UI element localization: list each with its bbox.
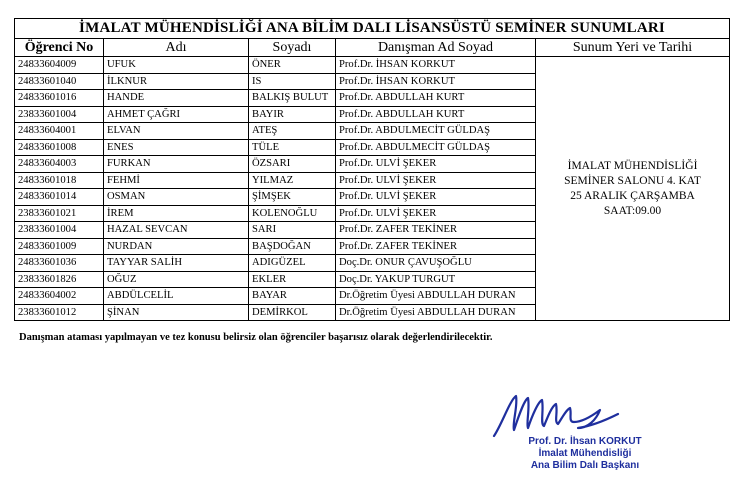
cell-ogrenci-no: 24833601016 [15,90,104,107]
cell-danisman: Doç.Dr. YAKUP TURGUT [336,271,536,288]
cell-soyadi: KOLENOĞLU [249,205,336,222]
cell-ogrenci-no: 23833601826 [15,271,104,288]
cell-adi: İREM [104,205,249,222]
cell-soyadi: ATEŞ [249,123,336,140]
cell-soyadi: BALKIŞ BULUT [249,90,336,107]
cell-soyadi: IS [249,73,336,90]
sunum-line: İMALAT MÜHENDİSLİĞİ [567,159,698,172]
sunum-line: 25 ARALIK ÇARŞAMBA [570,189,695,202]
cell-ogrenci-no: 23833601021 [15,205,104,222]
cell-adi: ENES [104,139,249,156]
cell-danisman: Prof.Dr. ZAFER TEKİNER [336,238,536,255]
table-row [15,57,730,74]
cell-danisman: Prof.Dr. ABDULLAH KURT [336,90,536,107]
cell-ogrenci-no: 24833604009 [15,57,104,74]
cell-danisman: Prof.Dr. ZAFER TEKİNER [336,222,536,239]
cell-adi: AHMET ÇAĞRI [104,106,249,123]
cell-soyadi: TÜLE [249,139,336,156]
signature-block [500,436,670,472]
cell-adi: TAYYAR SALİH [104,255,249,272]
cell-danisman: Prof.Dr. ULVİ ŞEKER [336,156,536,173]
cell-adi: UFUK [104,57,249,74]
cell-adi: HANDE [104,90,249,107]
cell-adi: ŞİNAN [104,304,249,321]
cell-danisman: Prof.Dr. ULVİ ŞEKER [336,172,536,189]
cell-adi: NURDAN [104,238,249,255]
signature-name: Prof. Dr. İhsan KORKUT [528,436,642,447]
cell-adi: OĞUZ [104,271,249,288]
cell-danisman: Prof.Dr. ULVİ ŞEKER [336,189,536,206]
cell-ogrenci-no: 24833604001 [15,123,104,140]
cell-adi: FEHMİ [104,172,249,189]
header-ogrenci-no: Öğrenci No [15,39,104,57]
cell-ogrenci-no: 24833604003 [15,156,104,173]
cell-ogrenci-no: 24833601014 [15,189,104,206]
cell-adi: ELVAN [104,123,249,140]
table-title: İMALAT MÜHENDİSLİĞİ ANA BİLİM DALI LİSANSÜSTÜ SEMİNER SUNUMLARI [15,19,730,39]
cell-soyadi: SARI [249,222,336,239]
cell-ogrenci-no: 24833601018 [15,172,104,189]
cell-soyadi: ÖZSARI [249,156,336,173]
sunum-line: SAAT:09.00 [603,204,662,217]
cell-danisman: Doç.Dr. ONUR ÇAVUŞOĞLU [336,255,536,272]
cell-soyadi: ŞİMŞEK [249,189,336,206]
header-danisman: Danışman Ad Soyad [336,39,536,57]
cell-danisman: Prof.Dr. ABDULMECİT GÜLDAŞ [336,123,536,140]
signature-department: İmalat Mühendisliği [538,448,632,459]
cell-ogrenci-no: 23833601004 [15,222,104,239]
header-adi: Adı [104,39,249,57]
cell-ogrenci-no: 24833601008 [15,139,104,156]
cell-ogrenci-no: 23833601012 [15,304,104,321]
cell-soyadi: DEMİRKOL [249,304,336,321]
cell-adi: OSMAN [104,189,249,206]
seminar-table [14,18,730,321]
cell-ogrenci-no: 23833601004 [15,106,104,123]
sunum-line: SEMİNER SALONU 4. KAT [564,174,701,187]
cell-ogrenci-no: 24833601009 [15,238,104,255]
cell-adi: ABDÜLCELİL [104,288,249,305]
cell-danisman: Prof.Dr. İHSAN KORKUT [336,57,536,74]
cell-soyadi: BAYIR [249,106,336,123]
signature-scribble [488,390,623,440]
cell-adi: HAZAL SEVCAN [104,222,249,239]
cell-adi: FURKAN [104,156,249,173]
cell-ogrenci-no: 24833601036 [15,255,104,272]
sunum-yeri-cell [536,57,730,321]
note-text: Danışman ataması yapılmayan ve tez konusu belirsiz olan öğrenciler başarısız olarak değerlendirilecektir. [19,332,493,343]
signature-title: Ana Bilim Dalı Başkanı [530,460,640,471]
cell-soyadi: YILMAZ [249,172,336,189]
cell-danisman: Dr.Öğretim Üyesi ABDULLAH DURAN [336,288,536,305]
cell-soyadi: BAŞDOĞAN [249,238,336,255]
cell-danisman: Prof.Dr. ULVİ ŞEKER [336,205,536,222]
header-soyadi: Soyadı [249,39,336,57]
cell-soyadi: BAYAR [249,288,336,305]
cell-adi: İLKNUR [104,73,249,90]
cell-soyadi: ADIGÜZEL [249,255,336,272]
cell-danisman: Prof.Dr. ABDULLAH KURT [336,106,536,123]
cell-soyadi: ÖNER [249,57,336,74]
header-sunum-yeri: Sunum Yeri ve Tarihi [536,39,730,57]
cell-danisman: Dr.Öğretim Üyesi ABDULLAH DURAN [336,304,536,321]
cell-soyadi: EKLER [249,271,336,288]
cell-ogrenci-no: 24833601040 [15,73,104,90]
cell-ogrenci-no: 24833604002 [15,288,104,305]
cell-danisman: Prof.Dr. İHSAN KORKUT [336,73,536,90]
cell-danisman: Prof.Dr. ABDULMECİT GÜLDAŞ [336,139,536,156]
